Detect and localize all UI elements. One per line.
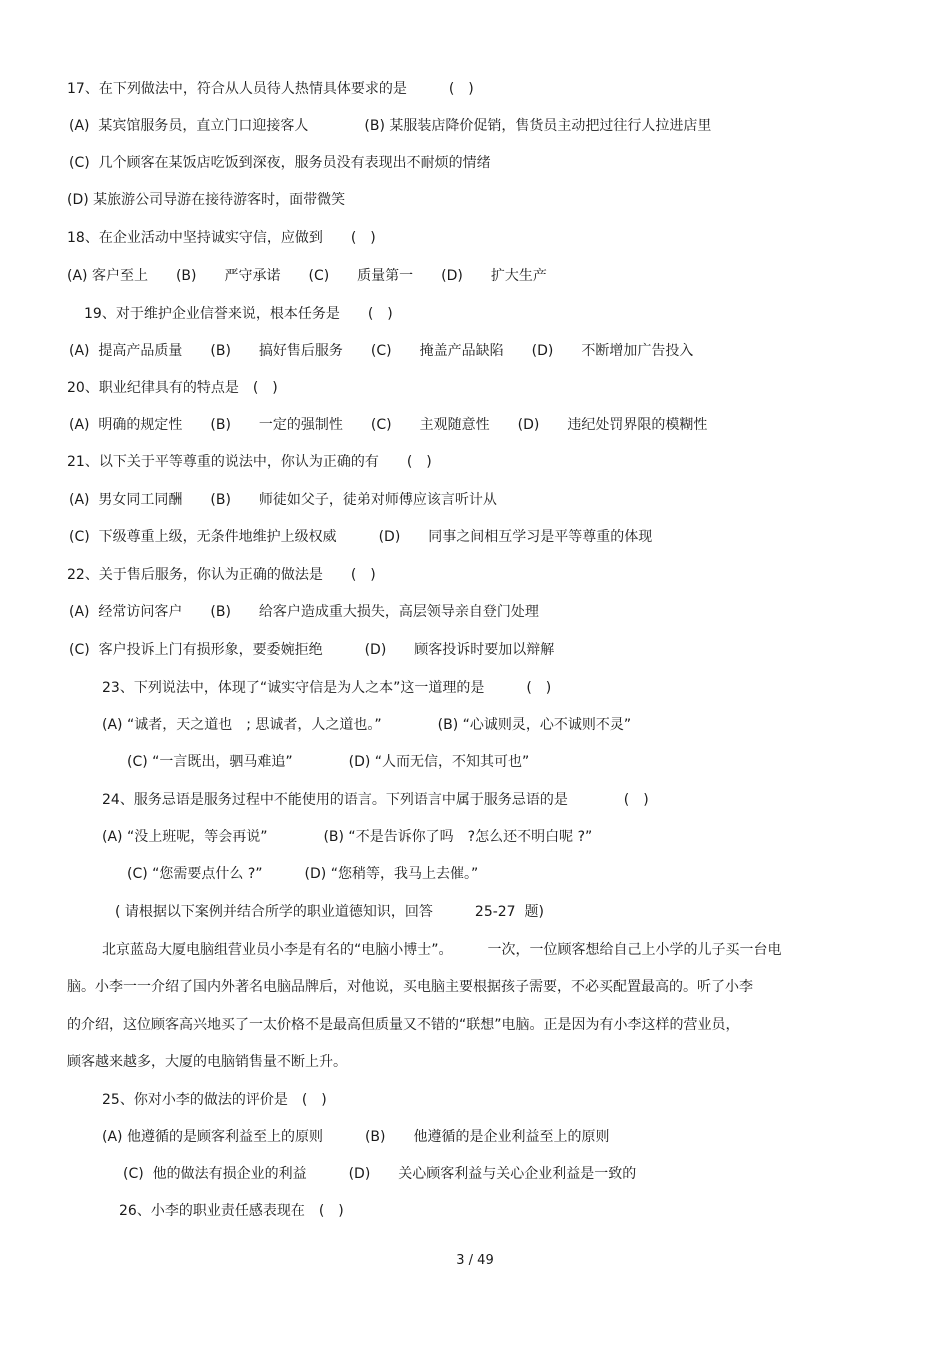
q22-options-cd: (C) 客户投诉上门有损形象，要委婉拒绝 (D) 顾客投诉时要加以辩解 (69, 642, 555, 658)
q25-options-ab: (A) 他遵循的是顾客利益至上的原则 (B) 他遵循的是企业利益至上的原则 (102, 1129, 610, 1145)
q23-options-cd: (C) “一言既出，驷马难追” (D) “人而无信，不知其可也” (127, 754, 530, 770)
q24-options-cd: (C) “您需要点什么 ?” (D) “您稍等，我马上去催。” (127, 866, 479, 882)
q21-options-cd: (C) 下级尊重上级，无条件地维护上级权威 (D) 同事之间相互学习是平等尊重的体现 (69, 529, 653, 545)
question-26: 26、小李的职业责任感表现在 ( ) (119, 1203, 344, 1219)
q17-option-d: (D) 某旅游公司导游在接待游客时，面带微笑 (67, 192, 346, 208)
question-25: 25、你对小李的做法的评价是 ( ) (102, 1092, 327, 1108)
q23-options-ab: (A) “诚者，天之道也 ; 思诚者，人之道也。” (B) “心诚则灵，心不诚则不灵” (102, 717, 632, 733)
question-21: 21、以下关于平等尊重的说法中，你认为正确的有 ( ) (67, 454, 432, 470)
q17-option-c: (C) 几个顾客在某饭店吃饭到深夜，服务员没有表现出不耐烦的情绪 (69, 155, 491, 171)
page-number: 3 / 49 (456, 1253, 494, 1268)
case-paragraph-line-3: 的介绍，这位顾客高兴地买了一太价格不是最高但质量又不错的“联想”电脑。正是因为有小李这样的营业员， (67, 1017, 740, 1033)
q20-options: (A) 明确的规定性 (B) 一定的强制性 (C) 主观随意性 (D) 违纪处罚界限的模糊性 (69, 417, 708, 433)
case-instruction: ( 请根据以下案例并结合所学的职业道德知识，回答 25-27 题) (115, 904, 544, 920)
case-paragraph-line-2: 脑。小李一一介绍了国内外著名电脑品牌后，对他说，买电脑主要根据孩子需要，不必买配置最高的。听了小李 (67, 979, 753, 995)
q17-options-ab: (A) 某宾馆服务员，直立门口迎接客人 (B) 某服装店降价促销，售货员主动把过往行人拉进店里 (69, 118, 712, 134)
question-19: 19、对于维护企业信誉来说，根本任务是 ( ) (84, 306, 393, 322)
q25-options-cd: (C) 他的做法有损企业的利益 (D) 关心顾客利益与关心企业利益是一致的 (123, 1166, 637, 1182)
question-20: 20、职业纪律具有的特点是 ( ) (67, 380, 278, 396)
q24-options-ab: (A) “没上班呢，等会再说” (B) “不是告诉你了吗 ?怎么还不明白呢 ?” (102, 829, 593, 845)
case-paragraph-line-4: 顾客越来越多，大厦的电脑销售量不断上升。 (67, 1054, 347, 1070)
question-18: 18、在企业活动中坚持诚实守信，应做到 ( ) (67, 230, 376, 246)
q18-options: (A) 客户至上 (B) 严守承诺 (C) 质量第一 (D) 扩大生产 (67, 268, 547, 284)
q19-options: (A) 提高产品质量 (B) 搞好售后服务 (C) 掩盖产品缺陷 (D) 不断增加广告投入 (69, 343, 694, 359)
question-23: 23、下列说法中，体现了“诚实守信是为人之本”这一道理的是 ( ) (102, 680, 552, 696)
question-17: 17、在下列做法中，符合从人员待人热情具体要求的是 ( ) (67, 81, 474, 97)
q22-options-ab: (A) 经常访问客户 (B) 给客户造成重大损失，高层领导亲自登门处理 (69, 604, 539, 620)
question-22: 22、关于售后服务，你认为正确的做法是 ( ) (67, 567, 376, 583)
case-paragraph-line-1: 北京蓝岛大厦电脑组营业员小李是有名的“电脑小博士”。 一次，一位顾客想给自己上小学的儿子买一台电 (102, 942, 782, 958)
question-24: 24、服务忌语是服务过程中不能使用的语言。下列语言中属于服务忌语的是 ( ) (102, 792, 649, 808)
q21-options-ab: (A) 男女同工同酬 (B) 师徒如父子，徒弟对师傅应该言听计从 (69, 492, 497, 508)
